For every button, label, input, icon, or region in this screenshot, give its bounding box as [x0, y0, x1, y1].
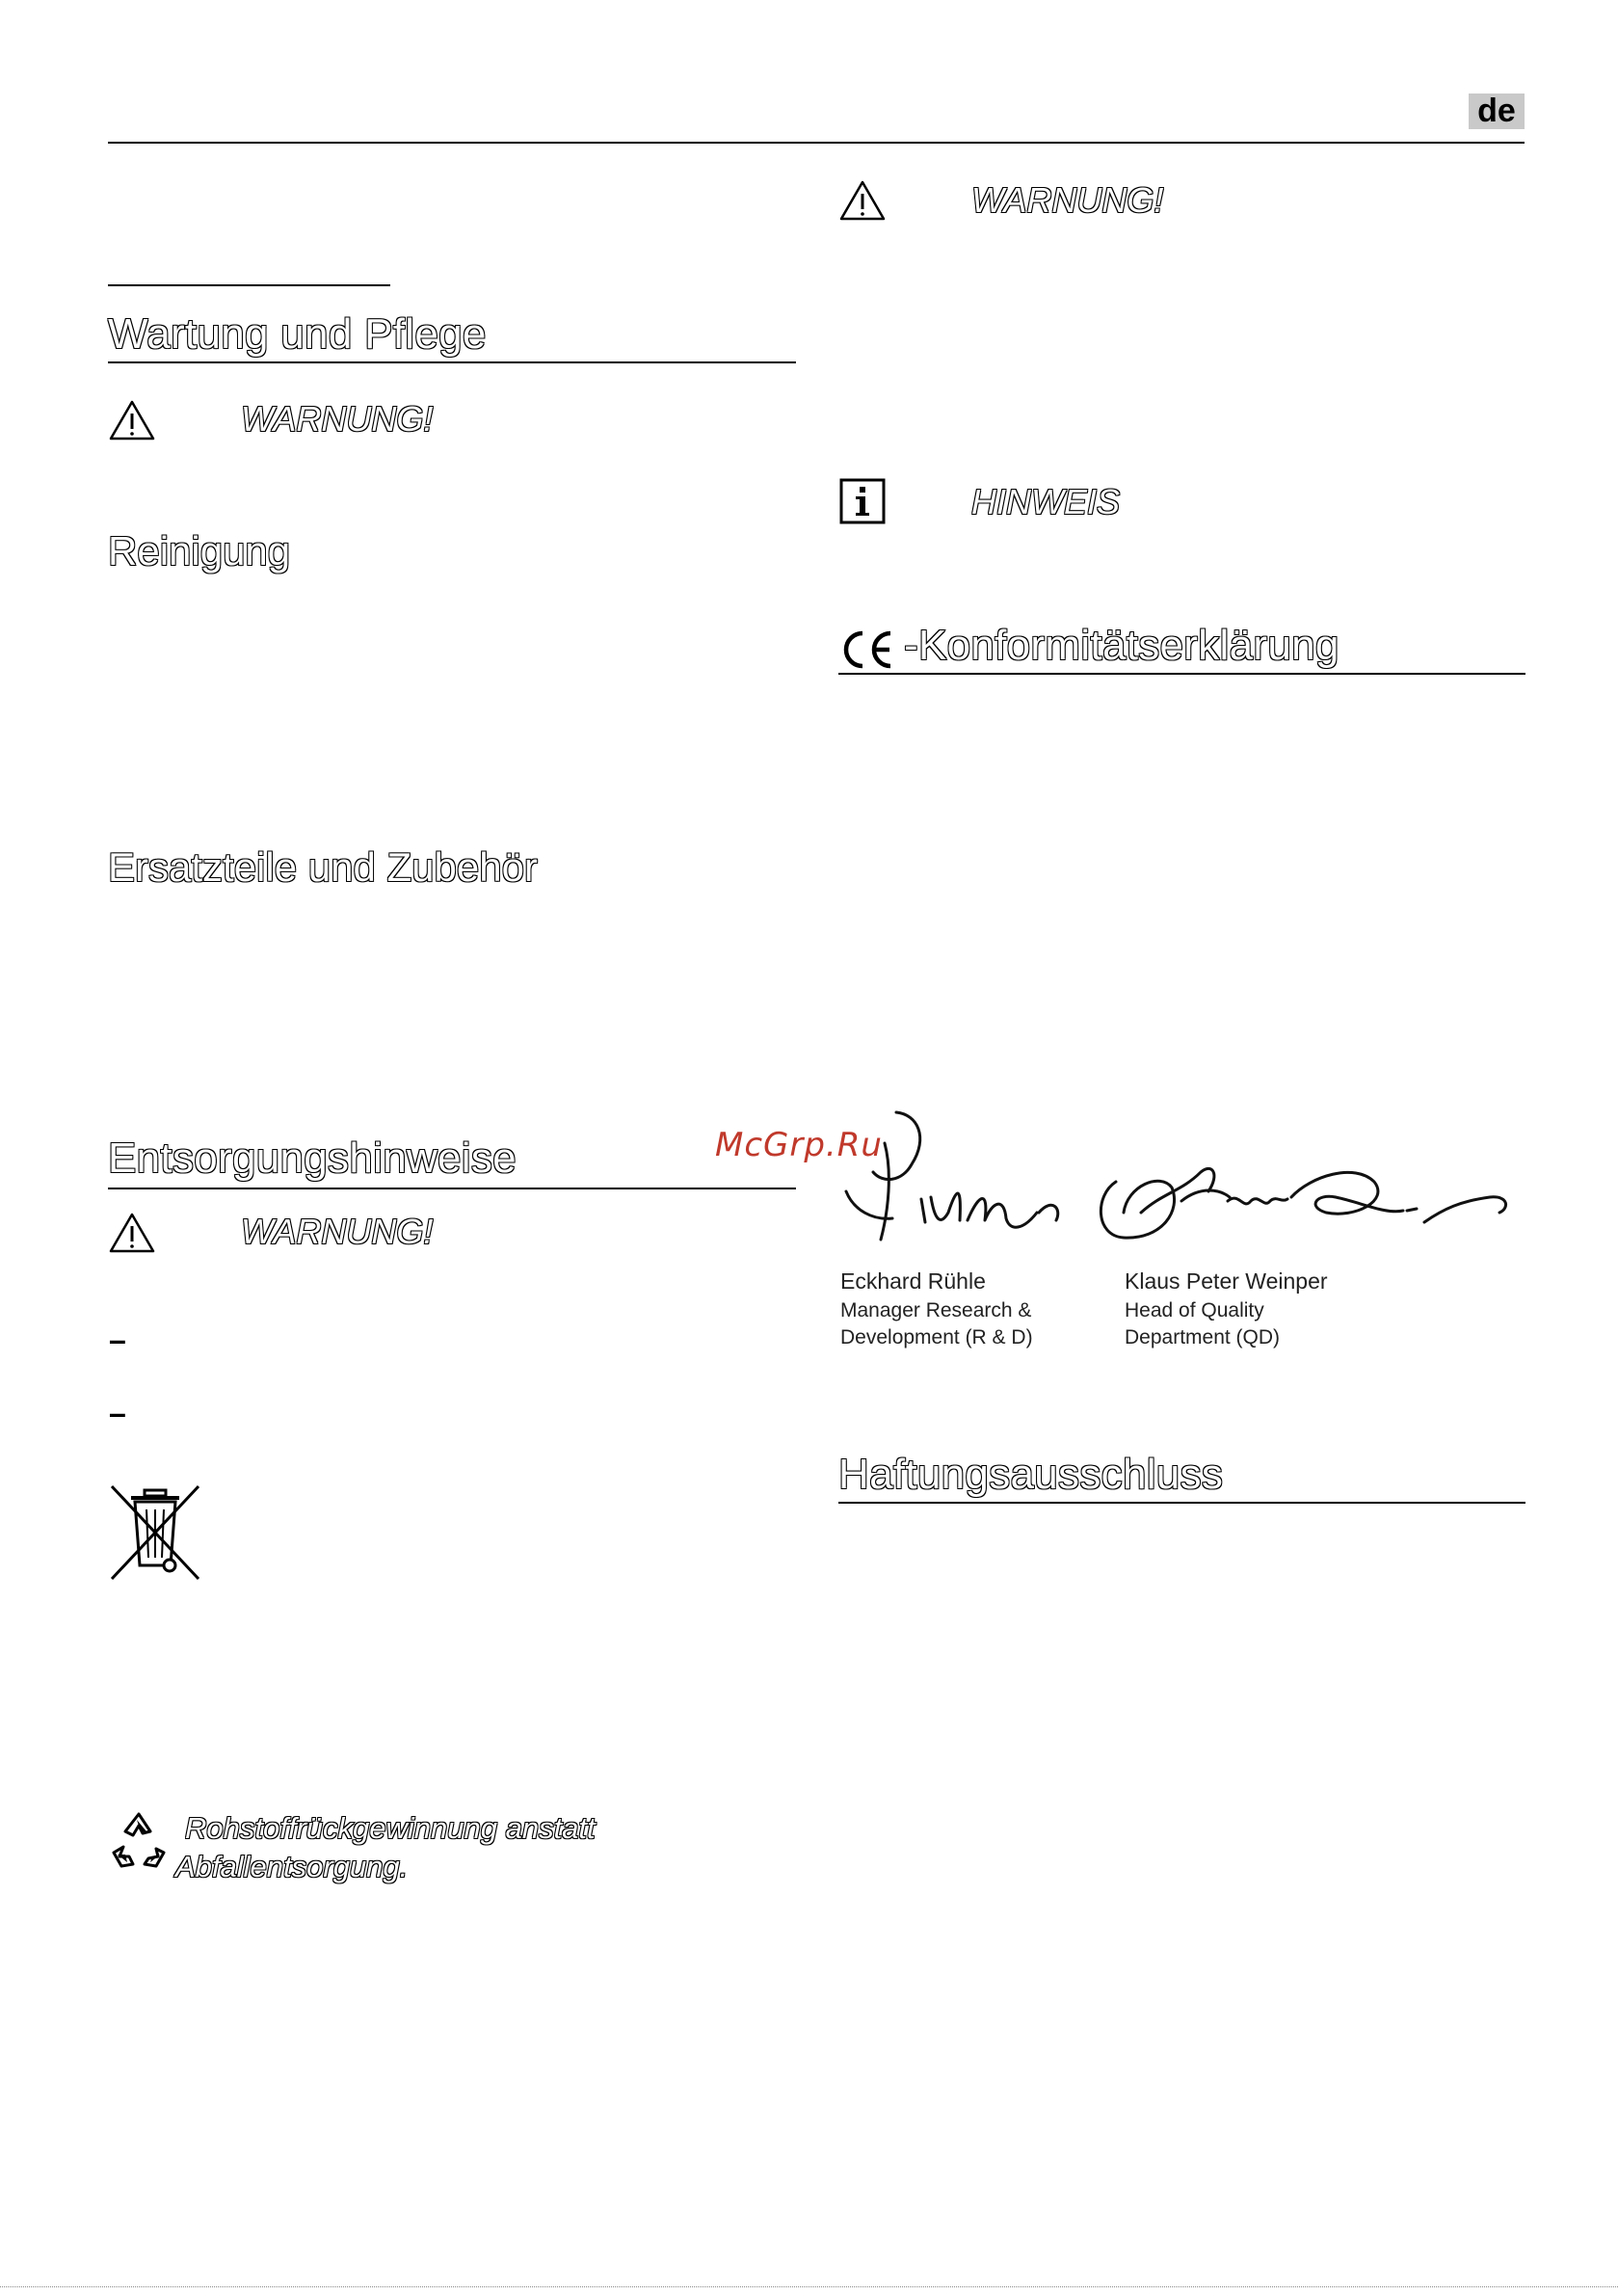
heading-rule [838, 1502, 1525, 1504]
subheading-cleaning: Reinigung [108, 528, 291, 574]
signatory-name: Eckhard Rühle [840, 1268, 986, 1294]
signatory-role: Development (R & D) [840, 1326, 1033, 1348]
header-rule [108, 142, 1525, 144]
warning-triangle-icon [838, 179, 887, 222]
section-heading-disposal: Entsorgungshinweise [108, 1135, 517, 1182]
signatures-image [835, 1105, 1528, 1259]
list-dash: – [109, 1322, 126, 1357]
recycle-text-line1: Rohstoffrückgewinnung anstatt [185, 1811, 596, 1845]
warning-label: WARNUNG! [241, 399, 434, 439]
section-heading-disclaimer: Haftungsausschluss [838, 1451, 1224, 1498]
section-divider [108, 284, 390, 286]
signatory-name: Klaus Peter Weinper [1125, 1268, 1328, 1294]
warning-triangle-icon [108, 399, 156, 441]
signatory-role: Head of Quality [1125, 1299, 1264, 1322]
heading-rule [838, 673, 1525, 675]
section-heading-conformity: -Konformitätserklärung [904, 622, 1339, 669]
warning-label: WARNUNG! [241, 1212, 434, 1251]
crossed-bin-icon [110, 1484, 200, 1581]
ce-mark-icon [838, 627, 896, 672]
language-badge: de [1469, 93, 1525, 129]
recycle-icon [108, 1810, 170, 1870]
section-heading-maintenance: Wartung und Pflege [108, 310, 487, 358]
heading-rule [108, 361, 796, 363]
list-dash: – [109, 1396, 126, 1430]
subheading-parts: Ersatzteile und Zubehör [108, 844, 538, 890]
info-icon [839, 478, 886, 524]
recycle-text-line2: Abfallentsorgung. [175, 1850, 409, 1883]
warning-label: WARNUNG! [971, 180, 1164, 220]
watermark: McGrp.Ru [715, 1126, 883, 1164]
signatory-role: Department (QD) [1125, 1326, 1281, 1348]
page-bottom-border [0, 2286, 1618, 2287]
warning-triangle-icon [108, 1212, 156, 1254]
signatory-role: Manager Research & [840, 1299, 1032, 1322]
heading-rule [108, 1188, 796, 1189]
notice-label: HINWEIS [971, 482, 1121, 521]
